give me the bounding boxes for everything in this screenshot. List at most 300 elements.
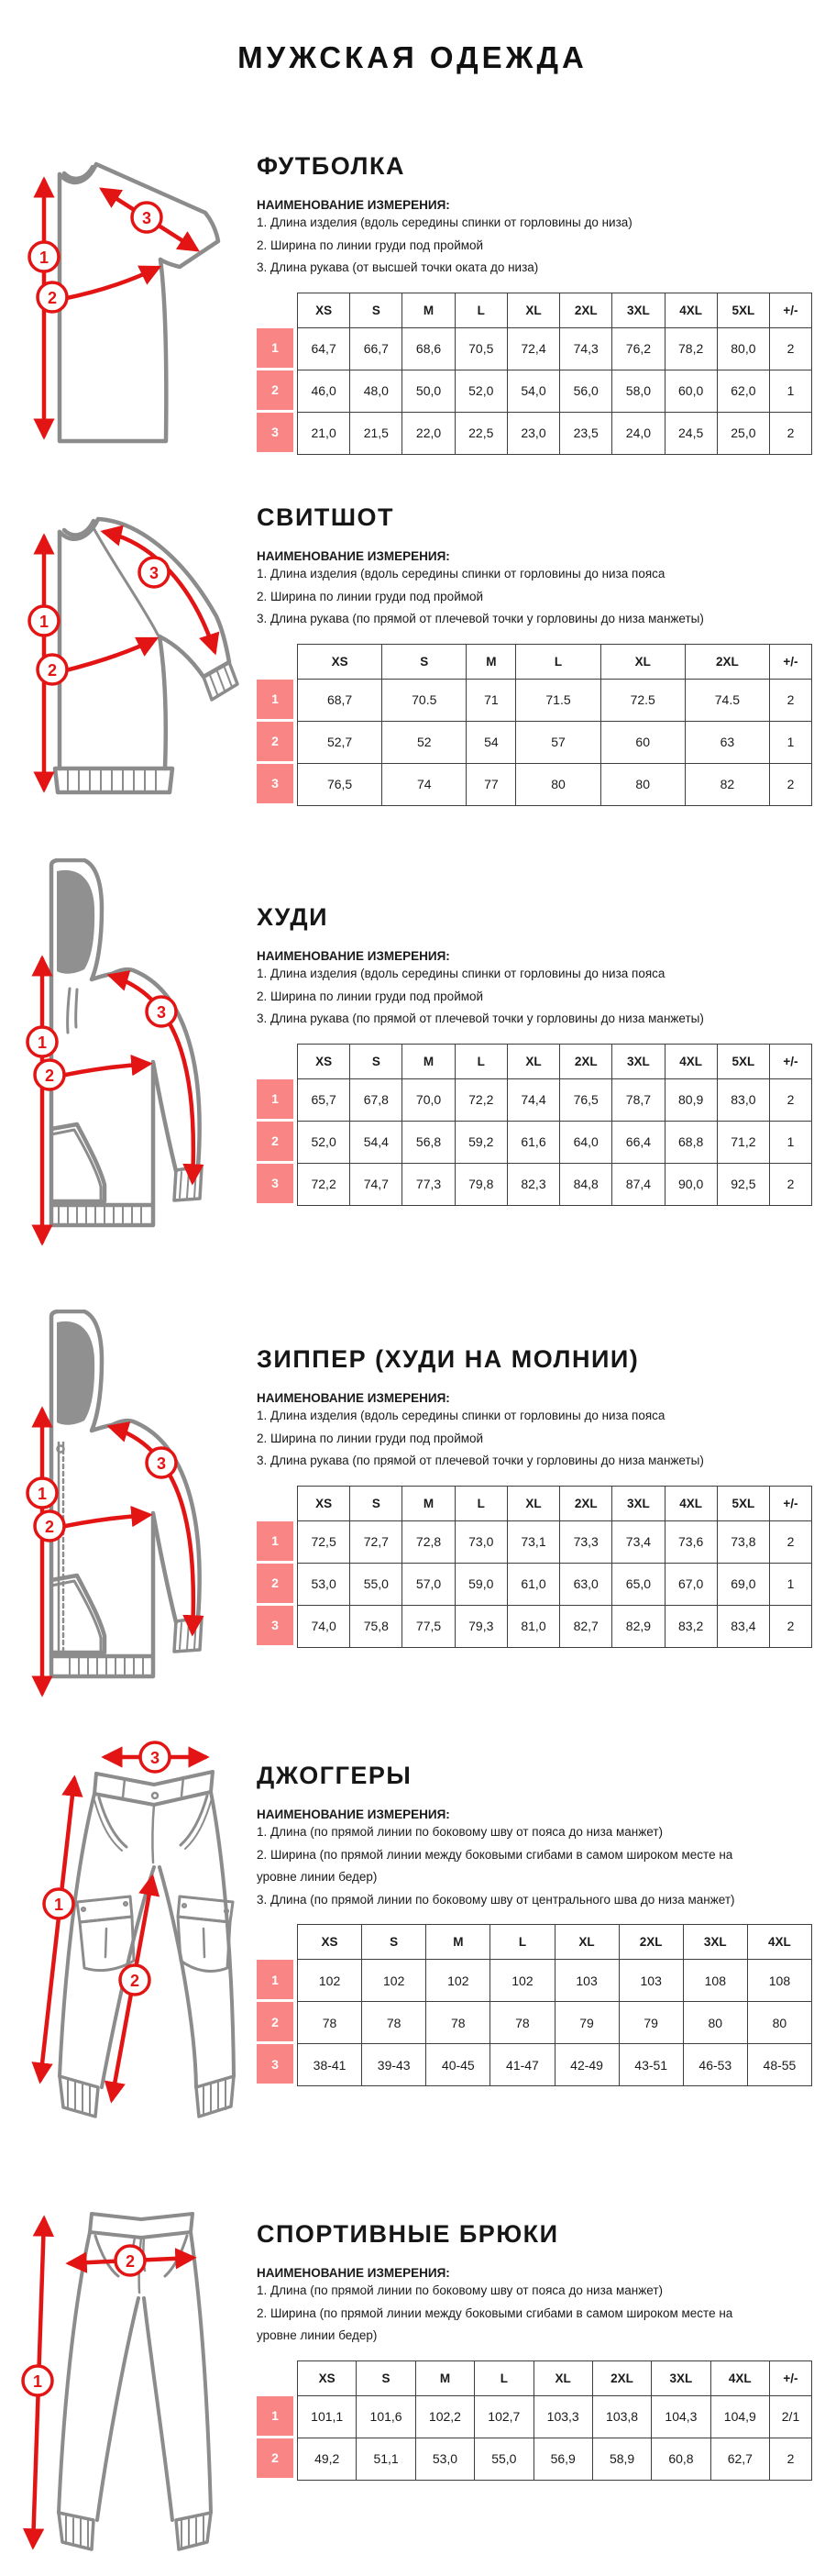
size-table-row [298, 1563, 812, 1605]
section-title: ДЖОГГЕРЫ [257, 1762, 412, 1789]
measurement-item: 2. Ширина по линии груди под проймой [257, 238, 484, 252]
size-column-header: 2XL [592, 2360, 651, 2395]
size-value-cell: 22,5 [455, 412, 507, 454]
size-value-cell: 40-45 [426, 2044, 490, 2086]
size-value-cell: 82,9 [612, 1605, 665, 1647]
size-value-cell: 79,8 [455, 1163, 507, 1205]
size-value-cell: 84,8 [560, 1163, 612, 1205]
size-value-cell: 50,0 [402, 370, 455, 412]
hood-interior [57, 870, 94, 974]
size-value-cell: 24,5 [665, 412, 717, 454]
size-table-row [298, 1520, 812, 1563]
size-value-cell: 103 [619, 1960, 683, 2002]
size-column-header: XS [298, 1486, 350, 1520]
size-value-cell: 23,0 [507, 412, 559, 454]
svg-text:1: 1 [37, 1485, 48, 1503]
size-value-cell: 51,1 [357, 2438, 415, 2480]
size-value-cell: 108 [683, 1960, 747, 2002]
size-value-cell: 81,0 [507, 1605, 559, 1647]
size-value-cell: 59,2 [455, 1121, 507, 1163]
size-table [297, 293, 812, 455]
row-number-cell: 2 [257, 1122, 293, 1161]
row-number-cell: 2 [257, 722, 293, 761]
size-column-header: M [415, 2360, 474, 2395]
size-table [297, 1486, 812, 1648]
size-column-header: 4XL [665, 293, 717, 327]
size-value-cell: 102 [362, 1960, 426, 2002]
measure-arrow-1 [40, 1779, 74, 2080]
size-value-cell: 55,0 [475, 2438, 534, 2480]
row-number-cell: 2 [257, 370, 293, 410]
section-hoodie [257, 903, 812, 1206]
size-value-cell: 103 [555, 1960, 619, 2002]
size-value-cell: 72,5 [298, 1520, 350, 1563]
section-zipper [257, 1345, 812, 1648]
size-value-cell: 80 [600, 763, 685, 805]
size-table-row [298, 2395, 812, 2438]
size-column-header: L [455, 1486, 507, 1520]
size-column-header: +/- [770, 293, 812, 327]
size-value-cell: 78 [426, 2002, 490, 2044]
size-value-cell: 42-49 [555, 2044, 619, 2086]
size-value-cell: 65,0 [612, 1563, 665, 1605]
measure-arrow-2 [57, 1515, 148, 1528]
svg-text:3: 3 [148, 564, 160, 582]
measurement-heading: НАИМЕНОВАНИЕ ИЗМЕРЕНИЯ: [257, 2266, 450, 2280]
size-column-header: XS [298, 1925, 362, 1960]
size-table [297, 1924, 812, 2086]
size-column-header: +/- [770, 1044, 812, 1078]
svg-text:2: 2 [44, 1067, 55, 1085]
size-column-header: M [402, 1044, 455, 1078]
measurement-item: 1. Длина (по прямой линии по боковому шву от пояса до низа манжет) [257, 1825, 664, 1839]
row-number-cell: 1 [257, 1079, 293, 1119]
size-value-cell: 78,2 [665, 327, 717, 370]
size-value-cell: 83,4 [717, 1605, 769, 1647]
size-column-header: S [357, 2360, 415, 2395]
tshirt-illustration [7, 147, 236, 454]
measure-arrow-2 [57, 1064, 148, 1077]
measurement-item: 2. Ширина по линии груди под проймой [257, 1431, 484, 1445]
size-value-cell: 61,6 [507, 1121, 559, 1163]
size-column-header: S [350, 1044, 402, 1078]
measurement-item: 3. Длина рукава (по прямой от плечевой точки у горловины до низа манжеты) [257, 1012, 704, 1026]
size-value-cell: 108 [747, 1960, 811, 2002]
measurement-heading: НАИМЕНОВАНИЕ ИЗМЕРЕНИЯ: [257, 549, 450, 563]
size-value-cell: 76,2 [612, 327, 665, 370]
measurement-item: 2. Ширина (по прямой линии между боковыми сгибами в самом широком месте на уровне линии бедер) [257, 1847, 733, 1885]
size-column-header: 3XL [683, 1925, 747, 1960]
size-value-cell: 2 [770, 1520, 812, 1563]
size-value-cell: 21,5 [350, 412, 402, 454]
section-title: ФУТБОЛКА [257, 152, 405, 180]
size-table-row [298, 763, 812, 805]
row-labels [257, 680, 293, 803]
size-value-cell: 102 [298, 1960, 362, 2002]
size-value-cell: 79,3 [455, 1605, 507, 1647]
size-value-cell: 60,8 [652, 2438, 710, 2480]
size-value-cell: 62,7 [710, 2438, 769, 2480]
size-value-cell: 71,2 [717, 1121, 769, 1163]
size-value-cell: 76,5 [560, 1078, 612, 1121]
size-value-cell: 80,0 [717, 327, 769, 370]
measurement-item: 3. Длина рукава (по прямой от плечевой точки у горловины до низа манжеты) [257, 612, 704, 626]
size-value-cell: 104,3 [652, 2395, 710, 2438]
size-value-cell: 48,0 [350, 370, 402, 412]
row-labels [257, 1960, 293, 2084]
measurement-item: 2. Ширина (по прямой линии между боковыми сгибами в самом широком месте на уровне линии бедер) [257, 2305, 733, 2343]
size-table-row [298, 2044, 812, 2086]
size-value-cell: 74 [382, 763, 467, 805]
size-value-cell: 2 [770, 679, 812, 721]
size-value-cell: 80 [747, 2002, 811, 2044]
size-value-cell: 73,3 [560, 1520, 612, 1563]
size-value-cell: 71.5 [516, 679, 600, 721]
size-value-cell: 104,9 [710, 2395, 769, 2438]
size-column-header: L [455, 1044, 507, 1078]
size-value-cell: 90,0 [665, 1163, 717, 1205]
measurement-item: 1. Длина (по прямой линии по боковому шву от пояса до низа манжет) [257, 2283, 664, 2297]
size-value-cell: 73,6 [665, 1520, 717, 1563]
measurement-heading: НАИМЕНОВАНИЕ ИЗМЕРЕНИЯ: [257, 198, 450, 212]
size-value-cell: 1 [770, 721, 812, 763]
size-value-cell: 80,9 [665, 1078, 717, 1121]
size-value-cell: 56,8 [402, 1121, 455, 1163]
size-value-cell: 77 [467, 763, 516, 805]
size-value-cell: 72,2 [455, 1078, 507, 1121]
size-column-header: XS [298, 644, 382, 679]
row-number-cell: 1 [257, 1521, 293, 1561]
size-value-cell: 72,2 [298, 1163, 350, 1205]
size-table-row [298, 412, 812, 454]
size-value-cell: 54,0 [507, 370, 559, 412]
size-value-cell: 52,7 [298, 721, 382, 763]
row-number-cell: 1 [257, 1960, 293, 1999]
size-table-row [298, 1960, 812, 2002]
size-column-header: L [516, 644, 600, 679]
size-value-cell: 1 [770, 370, 812, 412]
size-value-cell: 22,0 [402, 412, 455, 454]
size-value-cell: 56,0 [560, 370, 612, 412]
size-value-cell: 24,0 [612, 412, 665, 454]
size-column-header: S [382, 644, 467, 679]
size-value-cell: 74,0 [298, 1605, 350, 1647]
size-table-row [298, 1078, 812, 1121]
size-value-cell: 70,0 [402, 1078, 455, 1121]
size-value-cell: 74,4 [507, 1078, 559, 1121]
size-value-cell: 77,3 [402, 1163, 455, 1205]
measure-arrow-3 [104, 532, 214, 651]
size-value-cell: 102,7 [475, 2395, 534, 2438]
section-tshirt [257, 152, 812, 455]
size-value-cell: 2 [770, 1605, 812, 1647]
size-column-header: L [490, 1925, 555, 1960]
size-value-cell: 23,5 [560, 412, 612, 454]
size-value-cell: 2 [770, 1078, 812, 1121]
size-value-cell: 74.5 [685, 679, 769, 721]
size-value-cell: 77,5 [402, 1605, 455, 1647]
section-joggers [257, 1762, 812, 2086]
size-column-header: M [467, 644, 516, 679]
svg-text:1: 1 [38, 613, 50, 631]
size-value-cell: 73,8 [717, 1520, 769, 1563]
section-title: СПОРТИВНЫЕ БРЮКИ [257, 2220, 559, 2248]
size-value-cell: 68,6 [402, 327, 455, 370]
size-column-header: XL [534, 2360, 592, 2395]
svg-text:1: 1 [32, 2372, 43, 2391]
size-value-cell: 61,0 [507, 1563, 559, 1605]
row-number-cell: 3 [257, 1606, 293, 1645]
size-value-cell: 53,0 [415, 2438, 474, 2480]
size-column-header: 2XL [685, 644, 769, 679]
size-value-cell: 73,1 [507, 1520, 559, 1563]
svg-text:1: 1 [38, 249, 50, 267]
measure-markers [29, 558, 169, 684]
size-value-cell: 101,1 [298, 2395, 357, 2438]
section-title: СВИТШОТ [257, 503, 395, 531]
size-value-cell: 69,0 [717, 1563, 769, 1605]
size-column-header: M [426, 1925, 490, 1960]
size-value-cell: 72,8 [402, 1520, 455, 1563]
sweatshirt-illustration [7, 497, 250, 804]
size-column-header: +/- [770, 644, 812, 679]
size-value-cell: 53,0 [298, 1563, 350, 1605]
size-value-cell: 63,0 [560, 1563, 612, 1605]
size-column-header: +/- [770, 2360, 812, 2395]
size-value-cell: 48-55 [747, 2044, 811, 2086]
size-value-cell: 74,3 [560, 327, 612, 370]
size-value-cell: 59,0 [455, 1563, 507, 1605]
row-number-cell: 3 [257, 1164, 293, 1203]
row-number-cell: 3 [257, 764, 293, 803]
sport-pants-illustration [13, 2190, 219, 2575]
size-table-wrap [257, 1044, 812, 1206]
size-table-row [298, 327, 812, 370]
size-table-row [298, 721, 812, 763]
size-value-cell: 83,2 [665, 1605, 717, 1647]
size-value-cell: 80 [516, 763, 600, 805]
measure-arrows [40, 1757, 205, 2099]
size-value-cell: 67,8 [350, 1078, 402, 1121]
size-column-header: L [475, 2360, 534, 2395]
size-value-cell: 64,0 [560, 1121, 612, 1163]
size-value-cell: 52 [382, 721, 467, 763]
size-value-cell: 57,0 [402, 1563, 455, 1605]
size-value-cell: 72,7 [350, 1520, 402, 1563]
size-column-header: 4XL [665, 1044, 717, 1078]
size-column-header: 3XL [612, 1486, 665, 1520]
measure-arrow-2 [62, 268, 158, 299]
size-value-cell: 73,0 [455, 1520, 507, 1563]
row-number-cell: 2 [257, 2002, 293, 2041]
size-value-cell: 55,0 [350, 1563, 402, 1605]
size-value-cell: 66,4 [612, 1121, 665, 1163]
size-value-cell: 102,2 [415, 2395, 474, 2438]
size-value-cell: 54,4 [350, 1121, 402, 1163]
size-value-cell: 72.5 [600, 679, 685, 721]
svg-text:2: 2 [47, 661, 58, 680]
size-value-cell: 2 [770, 763, 812, 805]
size-column-header: XS [298, 293, 350, 327]
size-table-row [298, 1121, 812, 1163]
size-column-header: +/- [770, 1486, 812, 1520]
measurement-item: 1. Длина изделия (вдоль середины спинки от горловины до низа пояса [257, 1409, 666, 1422]
joggers-outline [60, 1772, 234, 2117]
size-column-header: XL [507, 1486, 559, 1520]
size-table-wrap [257, 2360, 812, 2481]
size-value-cell: 68,8 [665, 1121, 717, 1163]
size-value-cell: 67,0 [665, 1563, 717, 1605]
row-number-cell: 2 [257, 2438, 293, 2478]
size-value-cell: 92,5 [717, 1163, 769, 1205]
size-column-header: 2XL [560, 1486, 612, 1520]
size-value-cell: 60 [600, 721, 685, 763]
svg-text:3: 3 [141, 209, 152, 227]
size-value-cell: 41-47 [490, 2044, 555, 2086]
svg-text:2: 2 [47, 289, 58, 307]
size-value-cell: 82 [685, 763, 769, 805]
size-value-cell: 1 [770, 1121, 812, 1163]
size-value-cell: 79 [555, 2002, 619, 2044]
size-value-cell: 49,2 [298, 2438, 357, 2480]
size-column-header: 3XL [612, 293, 665, 327]
svg-text:3: 3 [156, 1454, 167, 1473]
size-value-cell: 82,7 [560, 1605, 612, 1647]
section-title: ХУДИ [257, 903, 329, 931]
size-value-cell: 87,4 [612, 1163, 665, 1205]
size-column-header: 2XL [560, 293, 612, 327]
measurement-item: 2. Ширина по линии груди под проймой [257, 589, 484, 603]
row-number-cell: 3 [257, 413, 293, 452]
size-value-cell: 56,9 [534, 2438, 592, 2480]
size-value-cell: 52,0 [455, 370, 507, 412]
size-value-cell: 102 [426, 1960, 490, 2002]
size-value-cell: 78 [298, 2002, 362, 2044]
size-column-header: 5XL [717, 1486, 769, 1520]
measurement-item: 1. Длина изделия (вдоль середины спинки от горловины до низа пояса [257, 567, 666, 580]
measurement-item: 3. Длина (по прямой линии по боковому шву от центрального шва до низа манжет) [257, 1892, 735, 1907]
svg-text:2: 2 [129, 1972, 140, 1990]
size-value-cell: 1 [770, 1563, 812, 1605]
size-value-cell: 52,0 [298, 1121, 350, 1163]
measurement-item: 3. Длина рукава (от высшей точки оката до низа) [257, 260, 539, 275]
measure-markers [29, 203, 161, 312]
size-column-header: M [402, 293, 455, 327]
joggers-illustration [7, 1739, 236, 2139]
size-value-cell: 58,0 [612, 370, 665, 412]
size-column-header: XL [507, 1044, 559, 1078]
row-number-cell: 1 [257, 680, 293, 719]
size-value-cell: 70,5 [455, 327, 507, 370]
size-table [297, 1044, 812, 1206]
size-value-cell: 2 [770, 2438, 812, 2480]
size-value-cell: 63 [685, 721, 769, 763]
size-table-row [298, 679, 812, 721]
size-column-header: 3XL [652, 2360, 710, 2395]
size-column-header: S [350, 1486, 402, 1520]
measurement-item: 1. Длина изделия (вдоль середины спинки от горловины до низа пояса [257, 967, 666, 980]
svg-text:1: 1 [37, 1034, 48, 1052]
size-column-header: XL [507, 293, 559, 327]
size-value-cell: 57 [516, 721, 600, 763]
size-value-cell: 58,9 [592, 2438, 651, 2480]
size-value-cell: 102 [490, 1960, 555, 2002]
size-value-cell: 54 [467, 721, 516, 763]
size-value-cell: 74,7 [350, 1163, 402, 1205]
measurement-heading: НАИМЕНОВАНИЕ ИЗМЕРЕНИЯ: [257, 1808, 450, 1821]
size-table-row [298, 2438, 812, 2480]
row-number-cell: 1 [257, 328, 293, 368]
row-labels [257, 2396, 293, 2478]
size-value-cell: 2 [770, 412, 812, 454]
row-labels [257, 1079, 293, 1203]
row-number-cell: 1 [257, 2396, 293, 2436]
hoodie-illustration [4, 858, 233, 1250]
size-table-wrap [257, 293, 812, 455]
size-value-cell: 71 [467, 679, 516, 721]
size-column-header: 3XL [612, 1044, 665, 1078]
size-column-header: 2XL [619, 1925, 683, 1960]
svg-text:2: 2 [125, 2252, 136, 2271]
section-sport-pants [257, 2220, 812, 2481]
size-table-row [298, 2002, 812, 2044]
row-number-cell: 3 [257, 2044, 293, 2084]
svg-text:3: 3 [156, 1003, 167, 1022]
size-column-header: M [402, 1486, 455, 1520]
size-table-wrap [257, 1924, 812, 2086]
size-column-header: S [362, 1925, 426, 1960]
measure-arrows [44, 181, 196, 436]
size-column-header: 4XL [665, 1486, 717, 1520]
size-column-header: XS [298, 2360, 357, 2395]
size-value-cell: 39-43 [362, 2044, 426, 2086]
size-value-cell: 21,0 [298, 412, 350, 454]
size-value-cell: 25,0 [717, 412, 769, 454]
size-value-cell: 62,0 [717, 370, 769, 412]
section-title: ЗИППЕР (ХУДИ НА МОЛНИИ) [257, 1345, 640, 1373]
size-value-cell: 64,7 [298, 327, 350, 370]
size-value-cell: 2 [770, 327, 812, 370]
row-number-cell: 2 [257, 1564, 293, 1603]
size-table-row [298, 1605, 812, 1647]
measurement-item: 2. Ширина по линии груди под проймой [257, 989, 484, 1003]
row-labels [257, 328, 293, 452]
size-value-cell: 103,8 [592, 2395, 651, 2438]
size-value-cell: 78,7 [612, 1078, 665, 1121]
size-value-cell: 2 [770, 1163, 812, 1205]
measurement-heading: НАИМЕНОВАНИЕ ИЗМЕРЕНИЯ: [257, 1391, 450, 1405]
size-value-cell: 46,0 [298, 370, 350, 412]
measurement-item: 1. Длина изделия (вдоль середины спинки от горловины до низа) [257, 216, 632, 229]
size-value-cell: 78 [362, 2002, 426, 2044]
size-column-header: XL [600, 644, 685, 679]
measurement-item: 3. Длина рукава (по прямой от плечевой точки у горловины до низа манжеты) [257, 1454, 704, 1468]
size-table-wrap [257, 1486, 812, 1648]
row-labels [257, 1521, 293, 1645]
size-column-header: XS [298, 1044, 350, 1078]
size-value-cell: 2/1 [770, 2395, 812, 2438]
size-value-cell: 68,7 [298, 679, 382, 721]
size-value-cell: 46-53 [683, 2044, 747, 2086]
size-column-header: 5XL [717, 293, 769, 327]
size-column-header: L [455, 293, 507, 327]
svg-text:2: 2 [44, 1518, 55, 1536]
page-title: МУЖСКАЯ ОДЕЖДА [237, 40, 588, 74]
size-column-header: 2XL [560, 1044, 612, 1078]
size-value-cell: 73,4 [612, 1520, 665, 1563]
size-table-wrap [257, 644, 812, 806]
zipper-hoodie-illustration [4, 1310, 233, 1701]
